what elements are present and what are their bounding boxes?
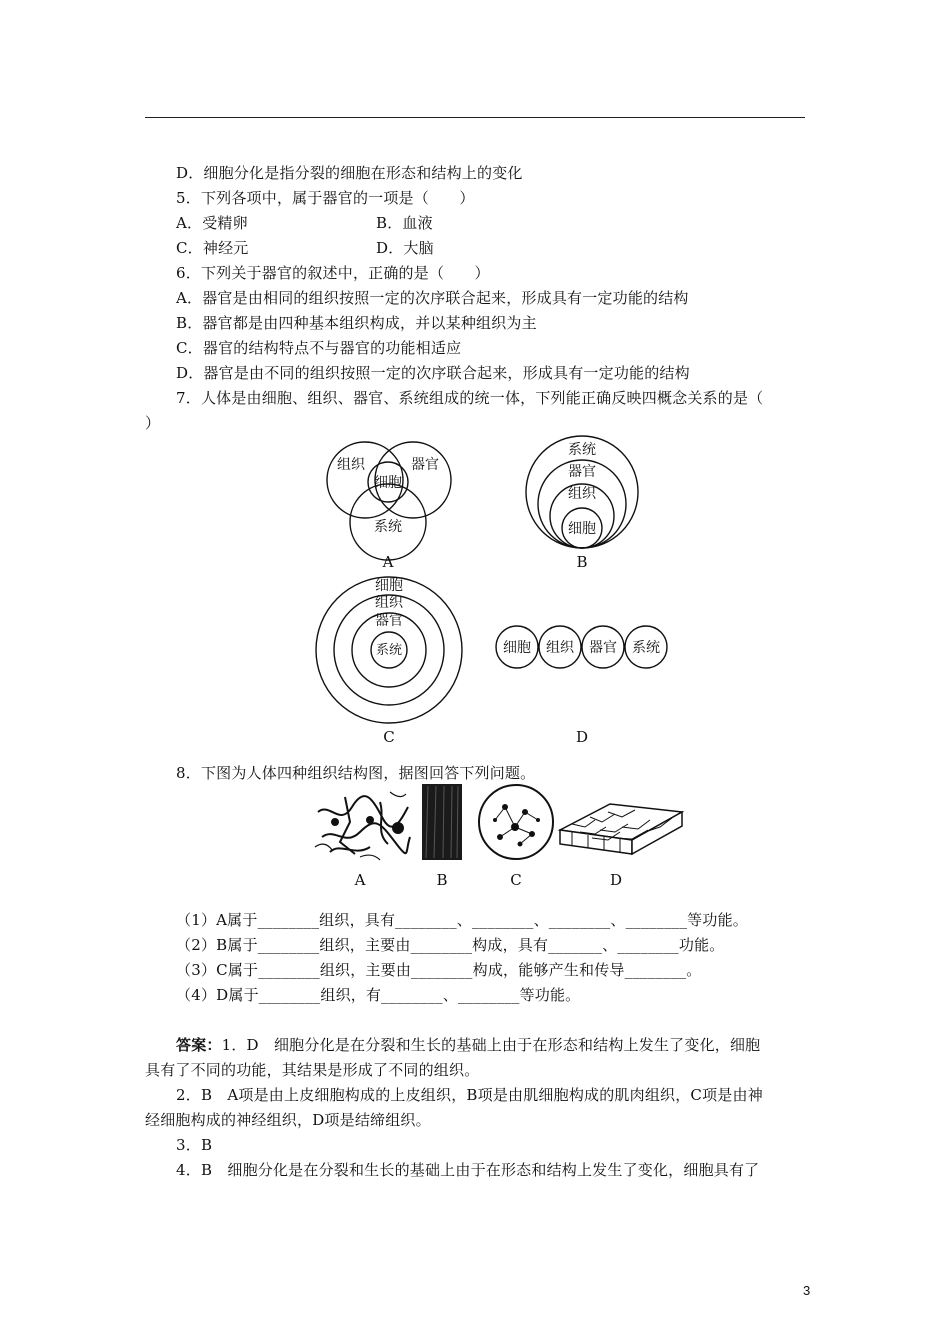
diagram-b-cell-label: 细胞 <box>568 521 596 537</box>
tissue-figures <box>310 782 695 892</box>
q6-stem: 6．下列关于器官的叙述中，正确的是（ ） <box>176 264 490 282</box>
answer-3-text: 3．B <box>176 1136 213 1154</box>
answer-1-cont: 具有了不同的功能，其结果是形成了不同的组织。 <box>145 1061 480 1079</box>
diagram-c-caption: C <box>383 728 395 746</box>
q7-stem: 7．人体是由细胞、组织、器官、系统组成的统一体，下列能正确反映四概念关系的是（ <box>176 389 764 407</box>
diagram-b-tissue-label: 组织 <box>568 486 596 502</box>
q8-part-1: （1）A属于________组织，具有________、________、________、________等功能。 <box>176 911 748 929</box>
diagram-a-cell-label: 细胞 <box>374 475 402 491</box>
diagram-a-caption: A <box>382 553 394 571</box>
diagram-b-caption: B <box>576 553 588 571</box>
q5-option-b: B．血液 <box>376 214 433 232</box>
diagram-c-cell-label: 细胞 <box>375 578 403 594</box>
tissue-d-image <box>560 804 682 854</box>
q4-option-d: D．细胞分化是指分裂的细胞在形态和结构上的变化 <box>176 164 523 182</box>
answer-2-cont: 经细胞构成的神经组织，D项是结缔组织。 <box>145 1111 431 1129</box>
q8-part-3: （3）C属于________组织，主要由________构成，能够产生和传导________。 <box>176 961 702 979</box>
diagram-a-system-label: 系统 <box>374 519 402 535</box>
tissue-a-caption: A <box>354 871 366 889</box>
tissue-a-image <box>315 792 410 860</box>
q5-stem: 5．下列各项中，属于器官的一项是（ ） <box>176 189 475 207</box>
diagram-d-organ-label: 器官 <box>589 640 617 656</box>
q8-part-2: （2）B属于________组织，主要由________构成，具有_______、________功能。 <box>176 936 725 954</box>
q8-stem: 8．下图为人体四种组织结构图，据图回答下列问题。 <box>176 764 536 782</box>
diagram-c-tissue-label: 组织 <box>375 595 403 611</box>
q8-part-4: （4）D属于________组织，有________、________等功能。 <box>176 986 581 1004</box>
diagram-d-caption: D <box>575 728 589 746</box>
diagram-d-tissue-label: 组织 <box>546 640 574 656</box>
answer-line-1 <box>176 1035 760 1055</box>
diagram-b-system-label: 系统 <box>568 442 596 458</box>
answer-label: 答案： <box>176 1036 222 1054</box>
diagram-a-tissue-label: 组织 <box>337 457 365 473</box>
diagram-b-organ-label: 器官 <box>568 464 596 480</box>
tissue-b-caption: B <box>436 871 448 889</box>
header-rule <box>145 117 805 118</box>
diagram-c-organ-label: 器官 <box>375 613 403 629</box>
q6-option-c: C．器官的结构特点不与器官的功能相适应 <box>176 339 462 357</box>
q5-option-c: C．神经元 <box>176 239 249 257</box>
q6-option-b: B．器官都是由四种基本组织构成，并以某种组织为主 <box>176 314 537 332</box>
tissue-c-image <box>479 785 553 859</box>
tissue-d-caption: D <box>609 871 623 889</box>
q5-option-d: D．大脑 <box>376 239 434 257</box>
q6-option-a: A．器官是由相同的组织按照一定的次序联合起来，形成具有一定功能的结构 <box>176 289 689 307</box>
tissue-c-caption: C <box>510 871 522 889</box>
answer-1-text: 1．D 细胞分化是在分裂和生长的基础上由于在形态和结构上发生了变化，细胞 <box>221 1036 761 1054</box>
q5-option-a: A．受精卵 <box>176 214 248 232</box>
q7-stem-close: ） <box>145 414 161 432</box>
answer-2-text: 2．B A项是由上皮细胞构成的上皮组织，B项是由肌细胞构成的肌肉组织，C项是由神 <box>176 1086 763 1104</box>
page-number: 3 <box>803 1283 811 1298</box>
diagram-d-system-label: 系统 <box>632 640 660 656</box>
diagram-d-cell-label: 细胞 <box>503 640 531 656</box>
concept-diagrams <box>310 432 690 752</box>
tissue-b-image <box>422 784 462 860</box>
diagram-c-system-label: 系统 <box>375 643 403 658</box>
diagram-a-organ-label: 器官 <box>411 457 439 473</box>
answer-4-text: 4．B 细胞分化是在分裂和生长的基础上由于在形态和结构上发生了变化，细胞具有了 <box>176 1161 760 1179</box>
q6-option-d: D．器官是由不同的组织按照一定的次序联合起来，形成具有一定功能的结构 <box>176 364 690 382</box>
